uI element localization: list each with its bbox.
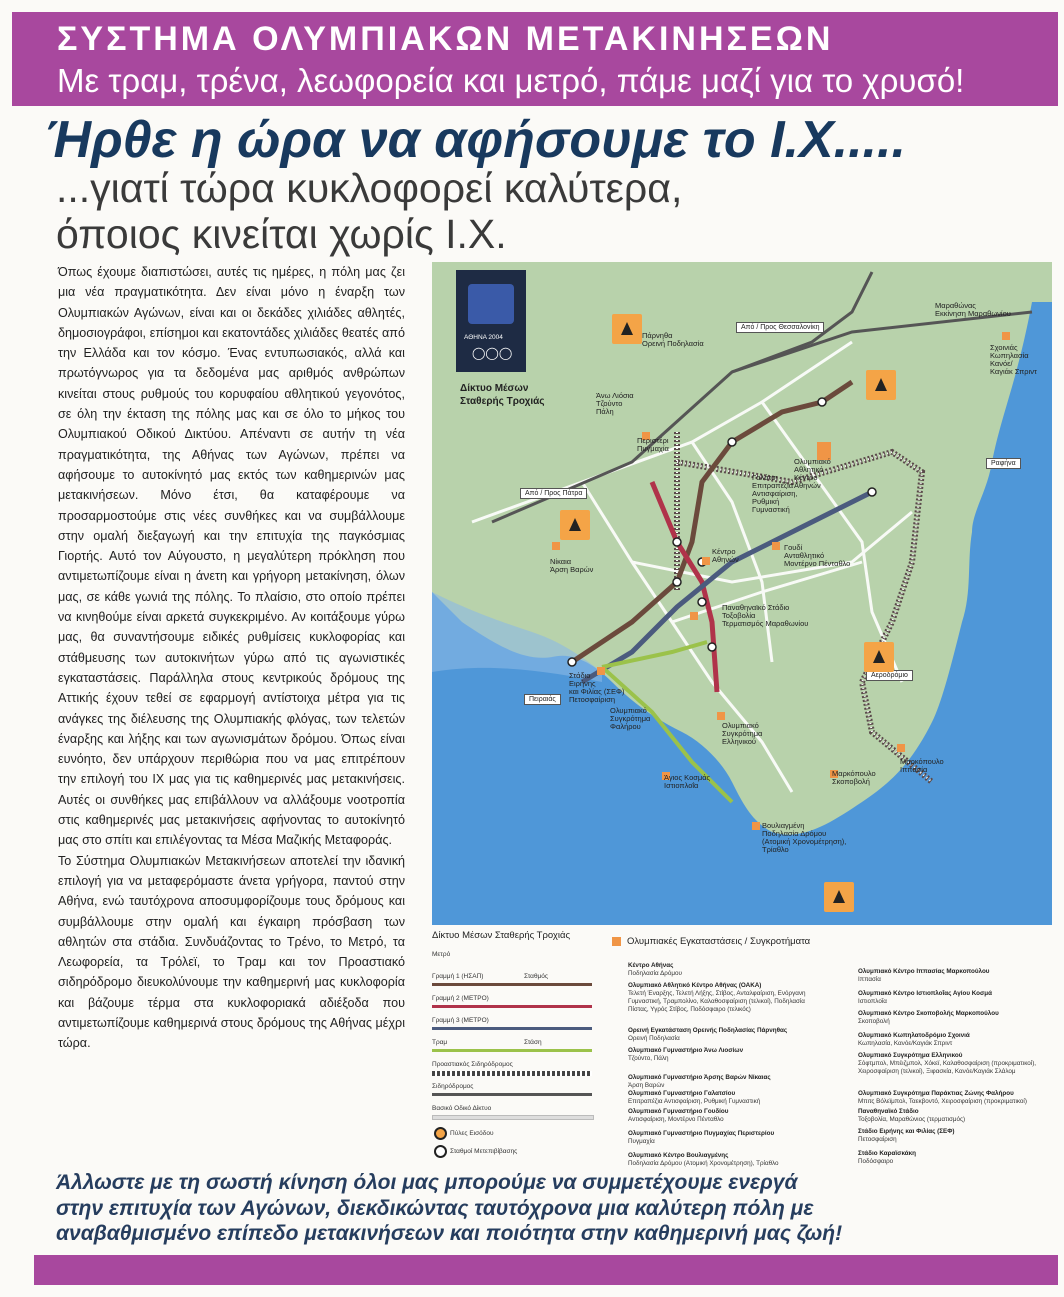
venue-mountain-icon — [560, 510, 590, 540]
transit-map — [432, 262, 1052, 925]
venue-entry — [858, 1090, 1054, 1106]
venue-sports: Τζούντο, Πάλη — [628, 1055, 669, 1062]
venues-legend-title: Ολυμπιακές Εγκαταστάσεις / Συγκροτήματα — [612, 936, 810, 947]
venue-entry — [858, 1150, 1054, 1166]
venue-entry — [858, 990, 1054, 1006]
venue-entry — [628, 1090, 824, 1106]
label-panathinaiko: Παναθηναϊκό Στάδιο Τοξοβολία Τερματισμός Μαραθωνίου — [722, 603, 809, 628]
venue-sports: Ποδόσφαιρο — [858, 1158, 894, 1165]
label-kentro: Κέντρο Αθηνών — [712, 547, 739, 564]
venue-entry — [628, 982, 824, 1014]
legend-gates: Πύλες Εισόδου — [432, 1127, 602, 1145]
venue-sports: Ποδηλασία Δρόμου (Ατομική Χρονομέτρηση), Τρίαθλο — [628, 1160, 779, 1167]
venue-sports: Τελετή Έναρξης, Τελετή Λήξης, Στίβος, Ανταλφαίριση, Ενόργανη Γυμναστική, Τραμπολίνο, Καλαθοσφαίριση (τελικοί), Ποδηλασία Πίστας, Υγρός Στίβος, Ποδόσφαιρο (τελικός) — [628, 990, 806, 1013]
venue-mountain-icon — [864, 642, 894, 672]
legend-line3: Γραμμή 3 (ΜΕΤΡΟ) — [432, 1017, 602, 1039]
closing-line-2: στην επιτυχία των Αγώνων, διεκδικώντας ταυτόχρονα μια καλύτερη πόλη με — [56, 1196, 814, 1220]
venue-entry — [858, 1052, 1054, 1076]
venue-sports: Ιππασία — [858, 976, 881, 983]
venue-entry — [858, 1108, 1054, 1124]
box-piraeus: Πειραιάς — [524, 694, 561, 705]
label-ano-liosia: Άνω Λιόσια Τζούντο Πάλη — [596, 391, 634, 416]
logo-text: ΑΘΗΝΑ 2004 — [464, 334, 503, 341]
footer-bar — [34, 1255, 1058, 1285]
venue-name: Στάδιο Καραϊσκάκη — [858, 1150, 916, 1157]
subheadline-line2: όποιος κινείται χωρίς Ι.Χ. — [56, 211, 507, 257]
venue-square-icon — [612, 937, 621, 946]
venue-name: Ολυμπιακό Συγκρότημα Ελληνικού — [858, 1052, 963, 1059]
label-oaka: Ολυμπιακό Αθλητικό Κέντρο Αθηνών — [794, 457, 831, 490]
label-schinias: Σχοινιάς Κωπηλασία Κανόε/ Καγιάκ Σπριντ — [990, 343, 1037, 376]
gate-icon — [434, 1127, 447, 1140]
subheadline-line1: ...γιατί τώρα κυκλοφορεί καλύτερα, — [56, 165, 683, 211]
label-vouliagmeni: Βουλιαγμένη Ποδηλασία Δρόμου (Ατομική Χρονομέτρηση), Τρίαθλο — [762, 821, 847, 854]
venue-name: Κέντρο Αθήνας — [628, 962, 674, 969]
label-galatsi: Γαλάτσι Επιτραπέζια Αντισφαίριση, Ρυθμική Γυμναστική — [752, 473, 798, 514]
olympic-rings-icon: ◯◯◯ — [472, 346, 513, 360]
venue-sports: Σκοποβολή — [858, 1018, 890, 1025]
venue-name: Ολυμπιακό Αθλητικό Κέντρο Αθήνας (ΟΑΚΑ) — [628, 982, 762, 989]
venue-name: Ολυμπιακό Κέντρο Ιστιοπλοΐας Αγίου Κοσμά — [858, 990, 993, 997]
venue-sports: Σόφτμπολ, Μπέιζμπολ, Χόκεϊ, Καλαθοσφαίριση (προκριματικοί), Χειροσφαίριση (τελικοί), Ξιφασκία, Κανόε/Καγιάκ Σλάλομ — [858, 1060, 1037, 1075]
label-peristeri: Περιστέρι Πυγμαχία — [637, 436, 669, 453]
venue-mountain-icon — [612, 314, 642, 344]
legend-transfer: Σταθμοί Μετεπιβίβασης — [432, 1145, 602, 1163]
article-paragraph-2: Το Σύστημα Ολυμπιακών Μετακινήσεων αποτελεί την ιδανική επιλογή για να μεταφερόμαστε άνετα γρήγορα, παντού στην Αθήνα, ενώ ταυτόχρονα αποσυμφορίζουμε τους δρόμους και συμβάλλουμε στην ομαλή και έγκαιρη πρόσβαση των αθλητών στα στάδια. Συνδυάζοντας το Τρένο, το Μετρό, τα Λεωφορεία, τα Τρόλεϊ, το Τραμ και τον Προαστιακό σιδηρόδρομο διευκολύνουμε την καθημερινή μας κυκλοφορία και βάζουμε τέρμα στα κυκλοφοριακά αδιέξοδα που αντιμετωπίζουμε καθημερινά στους δρόμους της Αθήνας μέχρι τώρα. — [58, 853, 405, 1051]
label-marathonas: Μαραθώνας Εκκίνηση Μαραθωνίου — [935, 301, 1011, 318]
closing-line-3: αναβαθμισμένο επίπεδο μετακινήσεων και ποιότητα στην καθημερινή μας ζωή! — [56, 1222, 843, 1245]
venue-name: Ολυμπιακό Κέντρο Σκοποβολής Μαρκοπούλου — [858, 1010, 999, 1017]
label-markopoulo-shooting: Μαρκόπουλο Σκοποβολή — [832, 769, 876, 786]
venue-sports: Τοξοβολία, Μαραθώνιος (τερματισμός) — [858, 1116, 966, 1123]
closing-statement — [56, 1170, 1016, 1247]
venue-mountain-icon — [866, 370, 896, 400]
label-elliniko: Ολυμπιακό Συγκρότημα Ελληνικού — [722, 721, 763, 746]
venue-name: Ολυμπιακό Γυμναστήριο Άρσης Βαρών Νίκαιας — [628, 1074, 771, 1081]
venue-entry — [858, 1128, 1054, 1144]
venue-monument-icon — [824, 882, 854, 912]
venue-name: Ορεινή Εγκατάσταση Ορεινής Ποδηλασίας Πάρνηθας — [628, 1027, 788, 1034]
legend-railway: Σιδηρόδρομος — [432, 1083, 602, 1105]
venue-entry — [628, 1152, 824, 1168]
transfer-station-icon — [434, 1145, 447, 1158]
legend-suburban: Προαστιακός Σιδηρόδρομος — [432, 1061, 602, 1083]
venue-sports: Μπιτς Βόλεϊμπολ, Ταεκβοντό, Χειροσφαίριση (προκριματικοί) — [858, 1098, 1027, 1105]
label-parnitha: Πάρνηθα Ορεινή Ποδηλασία — [642, 331, 704, 348]
label-agios-kosmas: Άγιος Κοσμάς Ιστιοπλοΐα — [664, 773, 711, 790]
box-airport: Αεροδρόμιο — [866, 670, 913, 681]
venue-name: Ολυμπιακό Κέντρο Ιππασίας Μαρκοπούλου — [858, 968, 990, 975]
venue-name: Ολυμπιακό Κωπηλατοδρόμιο Σχοινιά — [858, 1032, 970, 1039]
box-patra: Από / Προς Πάτρα — [520, 488, 587, 499]
venue-entry — [628, 962, 824, 978]
venue-name: Στάδιο Ειρήνης και Φιλίας (ΣΕΦ) — [858, 1128, 955, 1135]
venue-entry — [858, 968, 1054, 984]
label-markopoulo-equestrian: Μαρκόπουλο Ιππασία — [900, 757, 944, 774]
legend-road: Βασικό Οδικό Δίκτυο — [432, 1105, 602, 1127]
venue-sports: Ποδηλασία Δρόμου — [628, 970, 682, 977]
venue-name: Ολυμπιακό Κέντρο Βουλιαγμένης — [628, 1152, 729, 1159]
venue-name: Παναθηναϊκό Στάδιο — [858, 1108, 919, 1115]
label-nikaia: Νίκαια Άρση Βαρών — [550, 557, 594, 574]
article-body — [58, 262, 405, 1054]
map-title: Δίκτυο Μέσων Σταθερής Τροχιάς — [460, 383, 545, 407]
venue-sports: Πετοσφαίριση — [858, 1136, 897, 1143]
map-legend — [432, 930, 602, 1163]
label-goudi: Γουδί Ανταθλητικό Μοντέρνο Πένταθλο — [784, 543, 851, 568]
venue-sports: Ιστιοπλοΐα — [858, 998, 887, 1005]
legend-metro-label: Μετρό — [432, 951, 451, 958]
box-rafina: Ραφήνα — [986, 458, 1021, 469]
closing-line-1: Άλλωστε με τη σωστή κίνηση όλοι μας μπορούμε να συμμετέχουμε ενεργά — [56, 1171, 798, 1194]
box-thessaloniki: Από / Προς Θεσσαλονίκη — [736, 322, 824, 333]
venue-sports: Κωπηλασία, Κανόε/Καγιάκ Σπριντ — [858, 1040, 953, 1047]
legend-title: Δίκτυο Μέσων Σταθερής Τροχιάς — [432, 930, 571, 941]
venue-name: Ολυμπιακό Γυμναστήριο Άνω Λιοσίων — [628, 1047, 744, 1054]
venue-entry — [628, 1130, 824, 1146]
banner-title: ΣΥΣΤΗΜΑ ΟΛΥΜΠΙΑΚΩΝ ΜΕΤΑΚΙΝΗΣΕΩΝ — [57, 20, 834, 58]
venue-entry — [628, 1074, 824, 1090]
venue-entry — [858, 1032, 1054, 1048]
venue-name: Ολυμπιακό Συγκρότημα Παράκτιας Ζώνης Φαλήρου — [858, 1090, 1014, 1097]
athens-2004-logo — [456, 270, 526, 372]
venue-entry — [628, 1108, 824, 1124]
headline: Ήρθε η ώρα να αφήσουμε το Ι.Χ..... — [44, 111, 906, 169]
legend-line1: Γραμμή 1 (ΗΣΑΠ) Σταθμός — [432, 973, 602, 995]
article-paragraph-1: Όπως έχουμε διαπιστώσει, αυτές τις ημέρες, η πόλη μας ζει μια νέα πραγματικότητα. Δεν είναι μόνο η έναρξη των Ολυμπιακών Αγώνων, είναι και οι δεκάδες χιλιάδες αθλητές, δημοσιογράφοι, επίσημοι και εκατοντάδες χιλιάδες θεατές από την Ελλάδα και τον κόσμο. Ένας εντυπωσιακός, αλλά και πρωτόγνωρος για τα δεδομένα μας αριθμός ανθρώπων κινείται στους ρυθμούς του κορυφαίου αθλητικού γεγονότος, σε όλη την έκταση της πόλης μας και σε όλο το μήκος του Ολυμπιακού Οδικού Δικτύου. Απέναντι σε αυτήν τη νέα πραγματικότητα, της Αθήνας των Αγώνων, πρέπει να αφήσουμε το αυτοκίνητό μας εκτός των καθημερινών μας μετακινήσεων. Μόνο έτσι, θα καταφέρουμε να προσαρμοστούμε στις νέες συνθήκες και να συμβάλλουμε στην ομαλή διεξαγωγή και την επιτυχία της παγκόσμιας Γιορτής. Αυτό τον Αύγουστο, η μεγαλύτερη πρόκληση που αντιμετωπίζουμε είναι η άνετη και γρήγορη μετακίνηση, όλων μας, σε κάθε γωνιά της πόλης. Το πλαίσιο, στο οποίο πρέπει να κινηθούμε είναι αρκετά συγκεκριμένο. Αν κοιτάξουμε γύρω μας, θα συναντήσουμε ειδικές ρυθμίσεις κυκλοφορίας και στάθμευσης των αυτοκινήτων γύρω από τις αγωνιστικές εγκαταστάσεις. Παράλληλα στους κεντρικούς δρόμους της Αττικής έχουν τεθεί σε εφαρμογή αντίστοιχα μέτρα για τις ανάγκες της διέλευσης της Ολυμπιακής φλόγας, των τελετών έναρξης και λήξης και των αγωνισμάτων δρόμου. Όπως είναι ευνόητο, δεν υπάρχουν περιθώρια που να μας επιτρέπουν την επιλογή του ΙΧ μας για τις καθημερινές μας μετακινήσεις. Αυτές οι συνθήκες μας επιβάλλουν να αλλάξουμε νοοτροπία στις καθημερινές μας μετακινήσεις αφήνοντας το αυτοκίνητό μας στο σπίτι και επιλέγοντας τα Μέσα Μαζικής Μεταφοράς. — [58, 265, 405, 848]
venue-entry — [628, 1027, 824, 1043]
venue-sports: Ορεινή Ποδηλασία — [628, 1035, 680, 1042]
venue-name: Ολυμπιακό Γυμναστήριο Πυγμαχίας Περιστερίου — [628, 1130, 775, 1137]
venue-name: Ολυμπιακό Γυμναστήριο Γουδίου — [628, 1108, 729, 1115]
legend-line2: Γραμμή 2 (ΜΕΤΡΟ) — [432, 995, 602, 1017]
banner-subtitle: Με τραμ, τρένα, λεωφορεία και μετρό, πάμε μαζί για το χρυσό! — [57, 62, 965, 99]
venue-entry — [858, 1010, 1054, 1026]
venue-sports: Πυγμαχία — [628, 1138, 655, 1145]
venue-sports: Αντισφαίριση, Μοντέρνο Πένταθλο — [628, 1116, 724, 1123]
venue-sports: Επιτραπέζια Αντισφαίριση, Ρυθμική Γυμναστική — [628, 1098, 761, 1105]
label-faliro: Ολυμπιακό Συγκρότημα Φαλήρου — [610, 706, 651, 731]
venue-name: Ολυμπιακό Γυμναστήριο Γαλατσίου — [628, 1090, 736, 1097]
header-banner — [12, 12, 1058, 106]
legend-tram: Τραμ Στάση — [432, 1039, 602, 1061]
label-sef: Στάδιο Ειρήνης και Φιλίας (ΣΕΦ) Πετοσφαίριση — [569, 671, 625, 704]
venue-sports: Άρση Βαρών — [628, 1082, 665, 1089]
venue-entry — [628, 1047, 824, 1063]
